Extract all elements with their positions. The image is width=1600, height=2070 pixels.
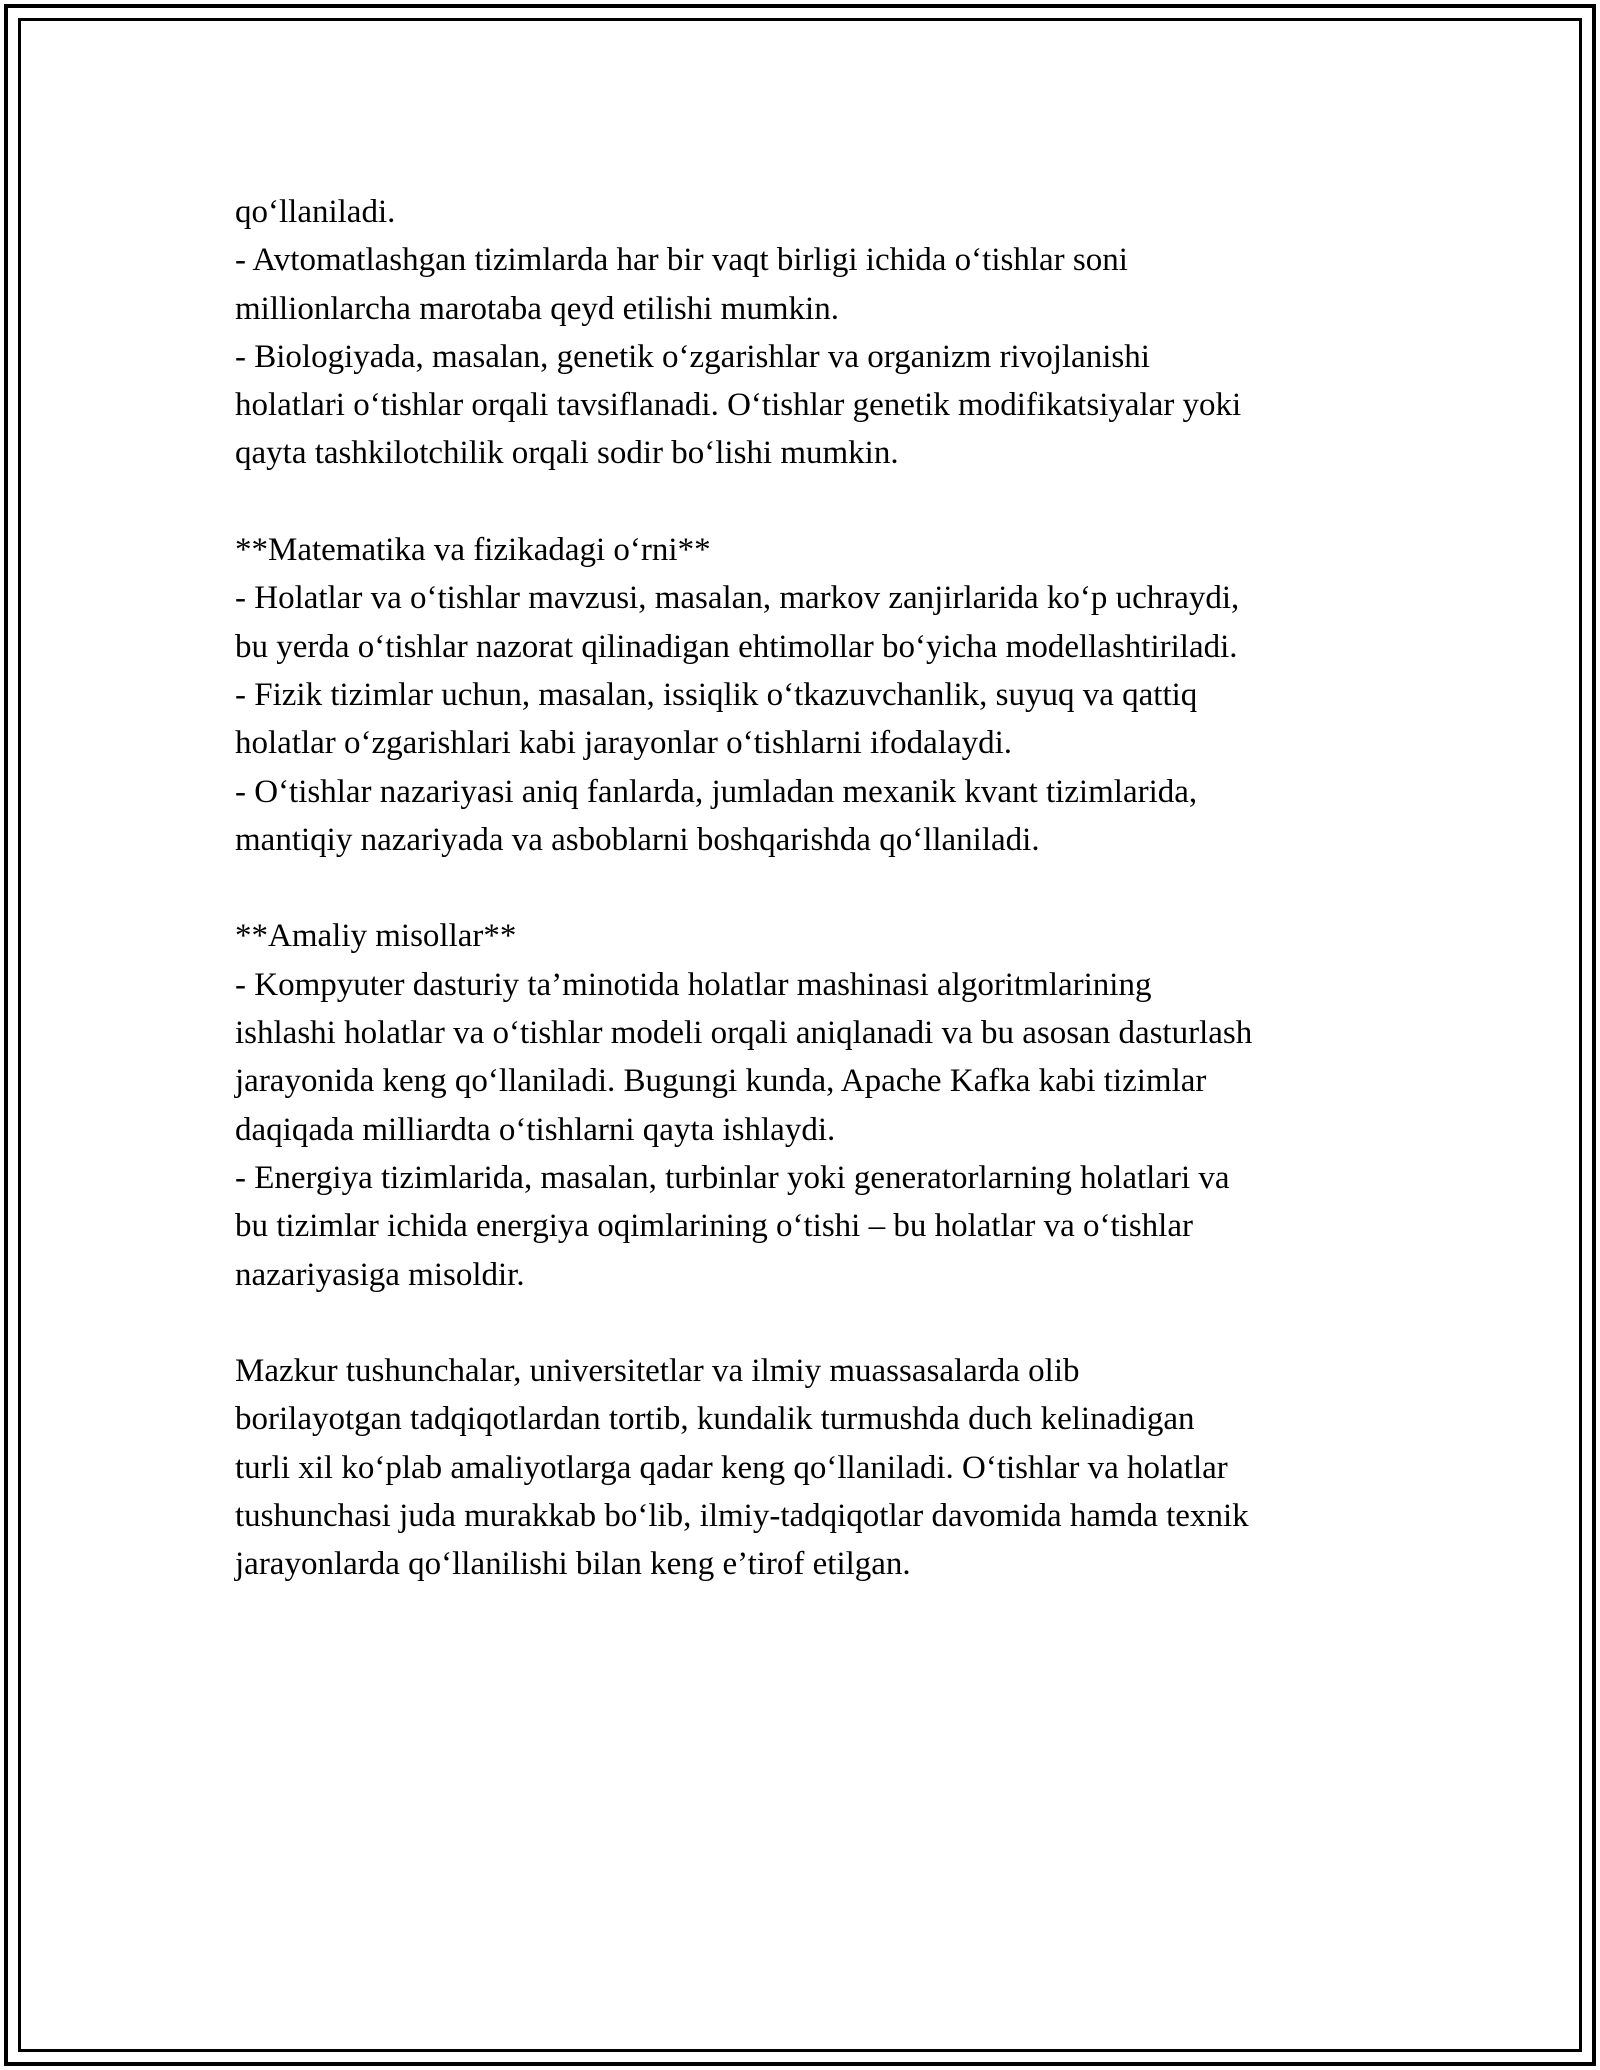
text-line: qayta tashkilotchilik orqali sodir bo‘lishi mumkin.: [235, 435, 899, 472]
text-line: - O‘tishlar nazariyasi aniq fanlarda, jumladan mexanik kvant tizimlarida,: [235, 773, 1198, 810]
text-line: turli xil ko‘plab amaliyotlarga qadar keng qo‘llaniladi. O‘tishlar va holatlar: [235, 1449, 1228, 1486]
text-line: qo‘llaniladi.: [235, 194, 396, 230]
text-line: tushunchasi juda murakkab bo‘lib, ilmiy-tadqiqotlar davomida hamda texnik: [235, 1498, 1249, 1535]
text-line: millionlarcha marotaba qeyd etilishi mumkin.: [235, 290, 839, 327]
text-line: jarayonlarda qo‘llanilishi bilan keng e’tirof etilgan.: [235, 1546, 911, 1583]
text-line: jarayonida keng qo‘llaniladi. Bugungi kunda, Apache Kafka kabi tizimlar: [235, 1063, 1207, 1100]
text-line: Mazkur tushunchalar, universitetlar va ilmiy muassasalarda olib: [235, 1353, 1080, 1390]
document-body: [235, 188, 1385, 1589]
text-line: mantiqiy nazariyada va asboblarni boshqarishda qo‘llaniladi.: [235, 821, 1040, 858]
text-line: - Avtomatlashgan tizimlarda har bir vaqt birligi ichida o‘tishlar soni: [235, 242, 1128, 279]
text-line: - Holatlar va o‘tishlar mavzusi, masalan, markov zanjirlarida ko‘p uchraydi,: [235, 580, 1240, 617]
paragraph-gap: [235, 864, 1385, 912]
text-line: daqiqada milliardta o‘tishlarni qayta ishlaydi.: [235, 1111, 836, 1148]
section-heading: **Amaliy misollar**: [235, 918, 517, 955]
text-line: - Kompyuter dasturiy ta’minotida holatlar mashinasi algoritmlarining: [235, 966, 1152, 1003]
text-line: - Biologiyada, masalan, genetik o‘zgarishlar va organizm rivojlanishi: [235, 338, 1150, 375]
text-line: - Fizik tizimlar uchun, masalan, issiqlik o‘tkazuvchanlik, suyuq va qattiq: [235, 676, 1198, 713]
text-line: - Energiya tizimlarida, masalan, turbinlar yoki generatorlarning holatlari va: [235, 1159, 1230, 1196]
paragraph-gap: [235, 478, 1385, 526]
text-line: bu tizimlar ichida energiya oqimlarining o‘tishi – bu holatlar va o‘tishlar: [235, 1208, 1193, 1245]
text-line: nazariyasiga misoldir.: [235, 1256, 525, 1293]
text-line: ishlashi holatlar va o‘tishlar modeli orqali aniqlanadi va bu asosan dasturlash: [235, 1015, 1253, 1052]
text-line: holatlari o‘tishlar orqali tavsiflanadi. O‘tishlar genetik modifikatsiyalar yoki: [235, 387, 1242, 424]
section-heading: **Matematika va fizikadagi o‘rni**: [235, 532, 711, 569]
text-line: borilayotgan tadqiqotlardan tortib, kundalik turmushda duch kelinadigan: [235, 1401, 1195, 1438]
text-line: holatlar o‘zgarishlari kabi jarayonlar o‘tishlarni ifodalaydi.: [235, 725, 1013, 762]
text-line: bu yerda o‘tishlar nazorat qilinadigan ehtimollar bo‘yicha modellashtiriladi.: [235, 628, 1238, 665]
paragraph-gap: [235, 1299, 1385, 1347]
